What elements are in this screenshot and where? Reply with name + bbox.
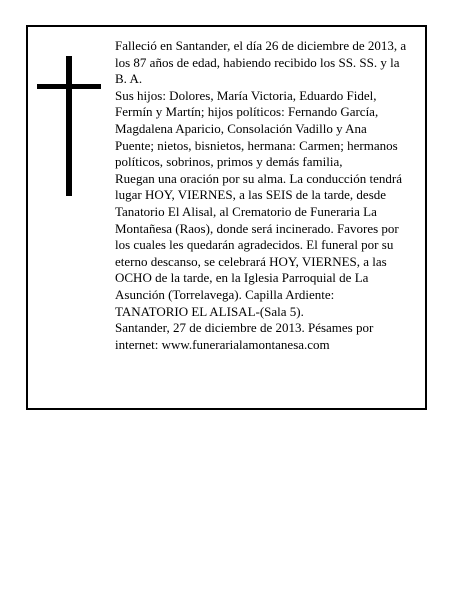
obituary-line: políticos, sobrinos, primos y demás familia,: [115, 154, 343, 170]
obituary-line: Magdalena Aparicio, Consolación Vadillo y Ana: [115, 120, 367, 136]
obituary-line: Montañesa (Raos), donde será incinerado. Favores por: [115, 220, 399, 236]
obituary-line: OCHO de la tarde, en la Iglesia Parroquial de La: [115, 270, 369, 286]
obituary-line: Tanatorio El Alisal, al Crematorio de Funeraria La: [115, 203, 377, 219]
obituary-line: lugar HOY, VIERNES, a las SEIS de la tarde, desde: [115, 187, 387, 203]
obituary-line: TANATORIO EL ALISAL-(Sala 5).: [115, 303, 304, 319]
obituary-line: Falleció en Santander, el día 26 de diciembre de 2013, a: [115, 38, 407, 53]
cross-horizontal-bar: [37, 84, 101, 89]
obituary-line: Ruegan una oración por su alma. La conducción tendrá: [115, 170, 402, 186]
obituary-line: Puente; nietos, bisnietos, hermana: Carmen; hermanos: [115, 137, 398, 153]
obituary-line: Santander, 27 de diciembre de 2013. Pésames por: [115, 320, 374, 336]
obituary-line: eterno descanso, se celebrará HOY, VIERNES, a las: [115, 253, 387, 269]
obituary-line: Fermín y Martín; hijos políticos: Fernando García,: [115, 104, 379, 120]
obituary-line: internet: www.funerarialamontanesa.com: [115, 336, 330, 352]
obituary-text: [115, 38, 423, 353]
cross-vertical-bar: [66, 56, 72, 196]
obituary-line: B. A.: [115, 71, 143, 87]
obituary-line: Asunción (Torrelavega). Capilla Ardiente:: [115, 286, 335, 302]
obituary-line: los 87 años de edad, habiendo recibido los SS. SS. y la: [115, 54, 400, 70]
obituary-line: los cuales les quedarán agradecidos. El funeral por su: [115, 237, 394, 253]
obituary-line: Sus hijos: Dolores, María Victoria, Eduardo Fidel,: [115, 87, 377, 103]
